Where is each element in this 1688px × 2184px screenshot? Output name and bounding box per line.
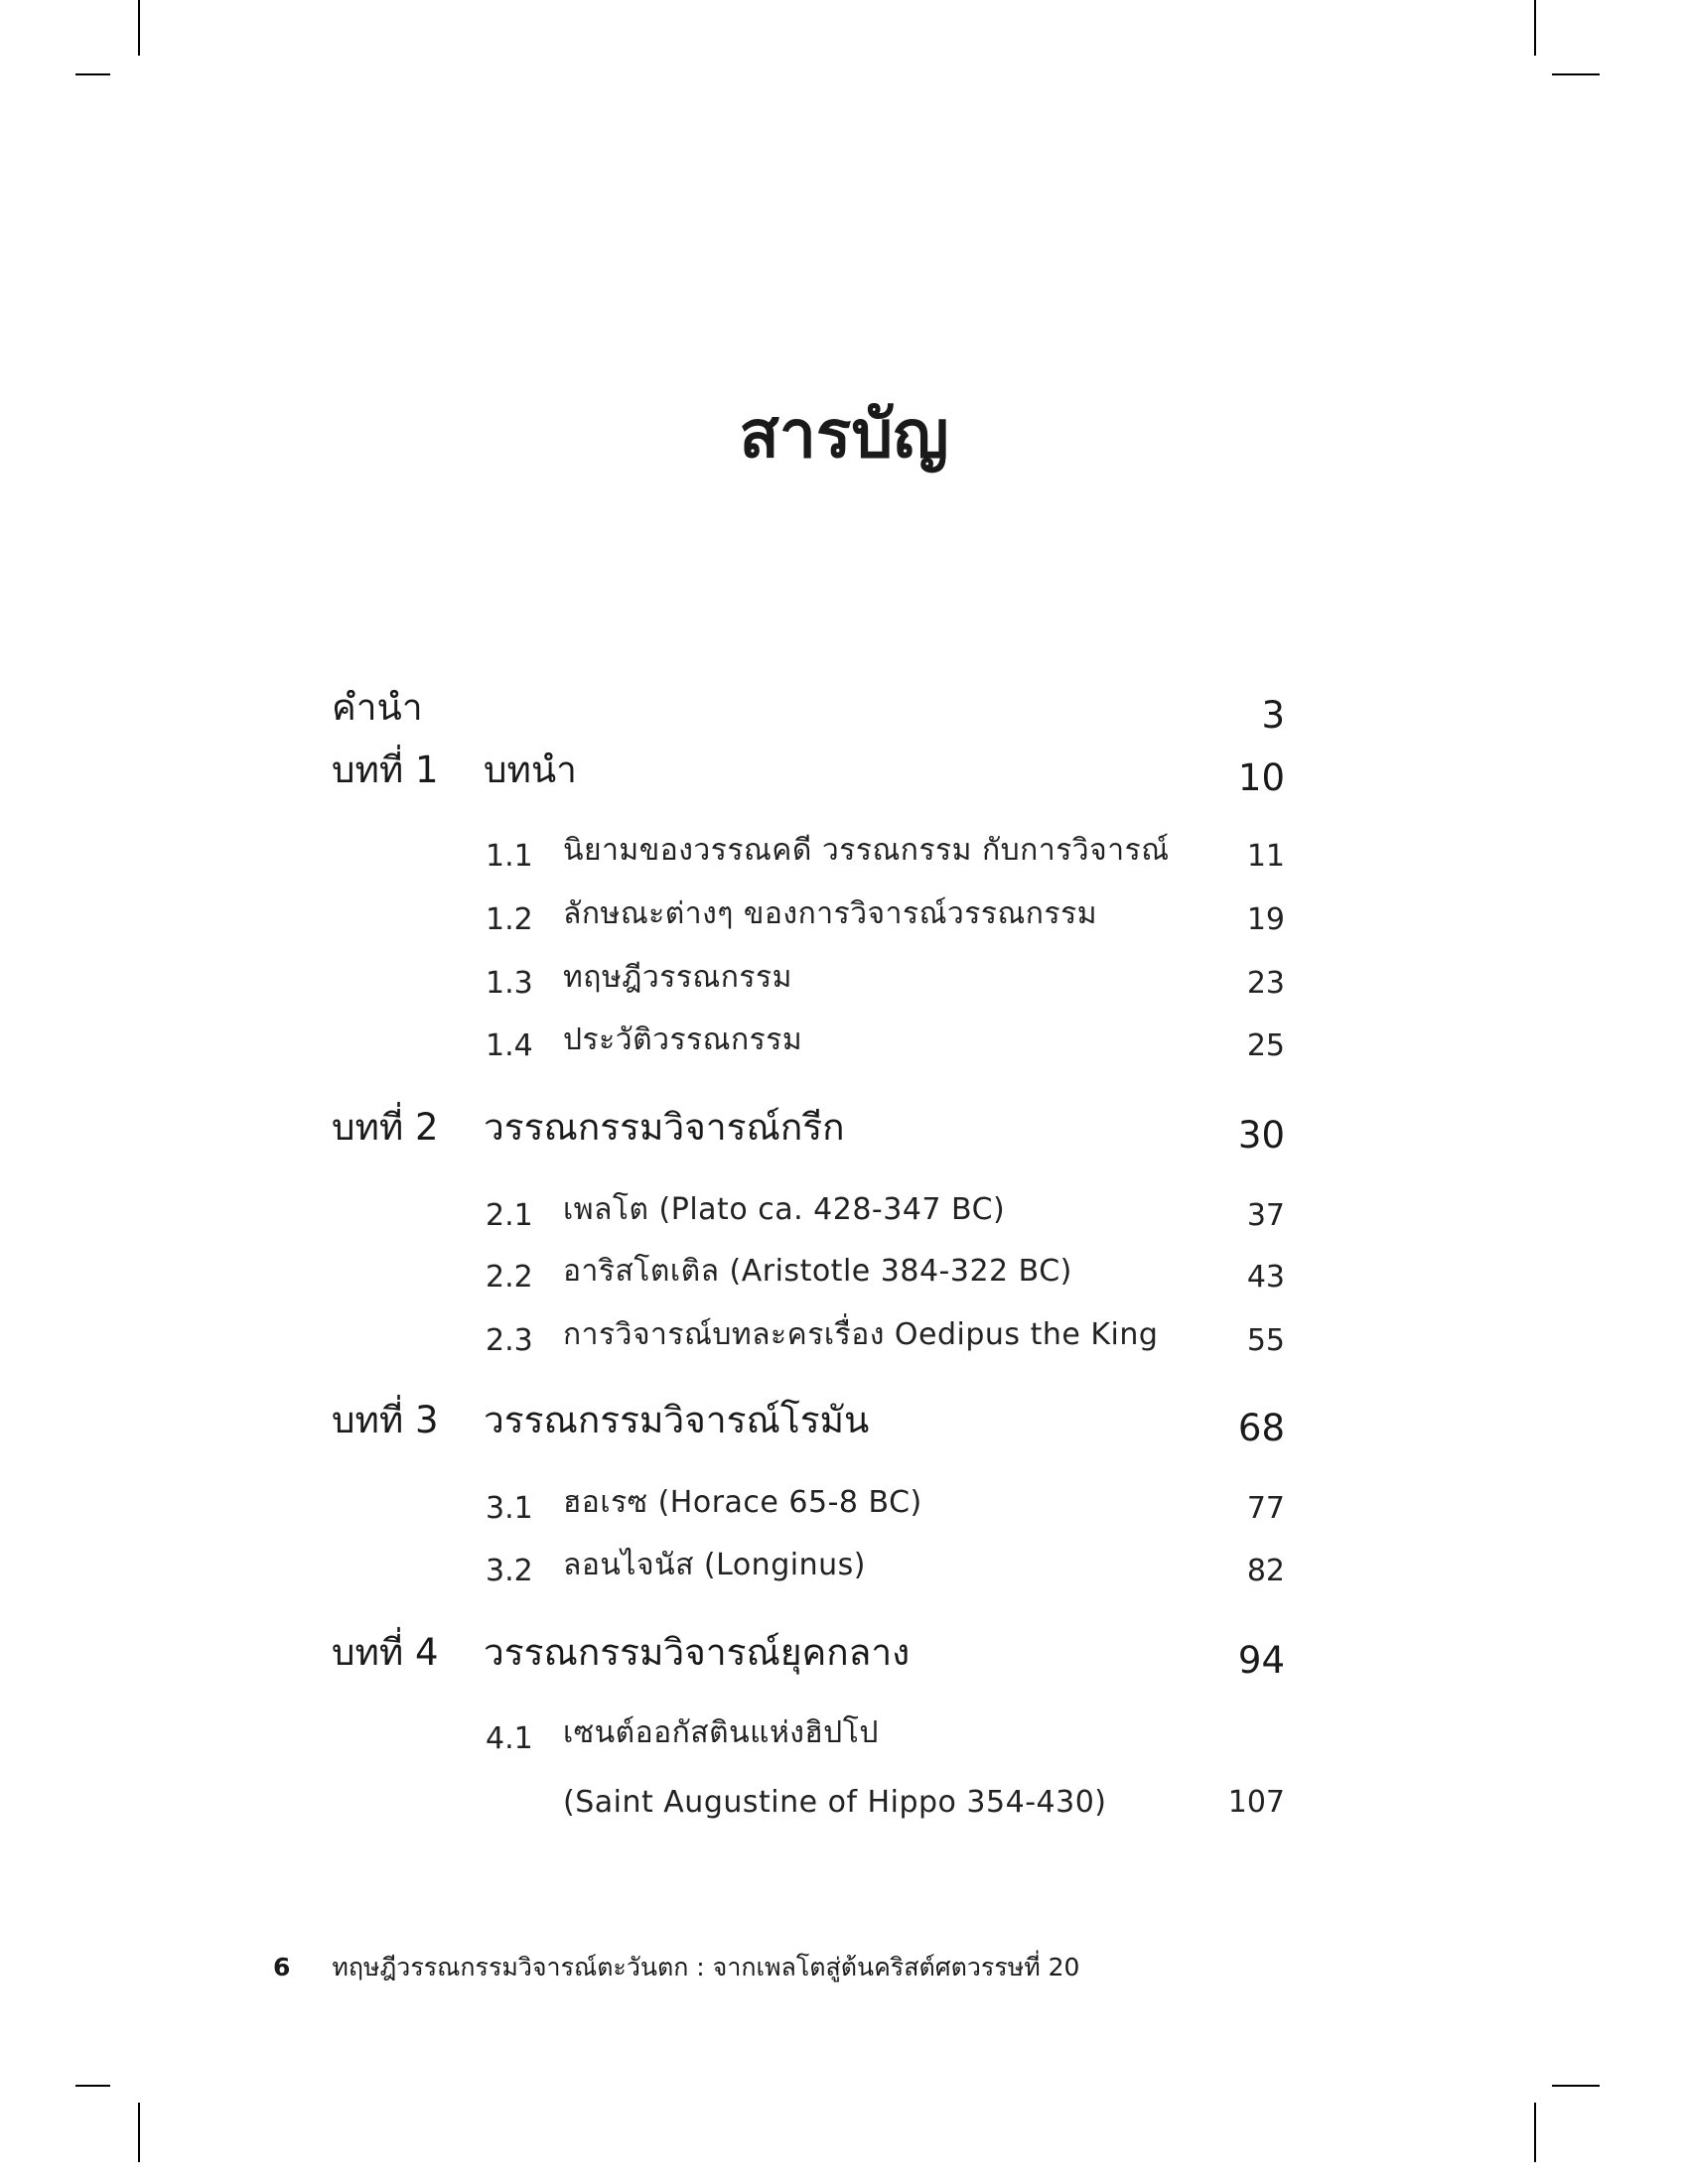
toc-chapter (332, 740, 1285, 799)
chapter-page: 68 (1237, 1407, 1285, 1449)
section-number: 3.1 (486, 1491, 533, 1526)
section-title: เซนต์ออกัสตินแห่งฮิปโป (563, 1715, 879, 1750)
section-title: อาริสโตเติล (Aristotle 384-322 BC) (563, 1254, 1072, 1289)
chapter-title: บทนำ (484, 749, 577, 791)
toc-section (332, 1697, 1285, 1756)
section-number: 1.1 (486, 839, 533, 874)
chapter-label: บทที่ 1 (332, 749, 439, 791)
section-number: 1.3 (486, 966, 533, 1001)
section-page: 37 (1246, 1198, 1285, 1233)
crop-mark (75, 73, 110, 75)
toc-section (332, 1529, 1285, 1588)
toc-chapter (332, 1097, 1285, 1157)
footer-page-number: 6 (273, 1953, 291, 1981)
toc-section (332, 1466, 1285, 1526)
toc-section (332, 1173, 1285, 1233)
toc-label: คำนำ (332, 686, 423, 729)
section-page: 11 (1246, 839, 1285, 874)
section-page: 77 (1246, 1491, 1285, 1526)
section-number: 3.2 (486, 1554, 533, 1588)
section-number: 1.4 (486, 1028, 533, 1063)
section-number: 1.2 (486, 902, 533, 937)
chapter-page: 94 (1237, 1639, 1285, 1682)
section-page: 55 (1246, 1323, 1285, 1358)
section-title: เพลโต (Plato ca. 428-347 BC) (563, 1192, 1006, 1227)
section-title: การวิจารณ์บทละครเรื่อง Oedipus the King (563, 1317, 1159, 1352)
toc-intro (332, 677, 1285, 737)
crop-mark (1552, 2085, 1600, 2087)
section-title: ทฤษฎีวรรณกรรม (563, 960, 792, 995)
section-number: 4.1 (486, 1721, 533, 1756)
section-page: 19 (1246, 902, 1285, 937)
chapter-title: วรรณกรรมวิจารณ์กรีก (484, 1106, 845, 1149)
section-title: ฮอเรซ (Horace 65-8 BC) (563, 1485, 922, 1520)
chapter-label: บทที่ 3 (332, 1399, 439, 1441)
crop-mark (1552, 73, 1600, 75)
crop-mark (138, 2103, 140, 2162)
section-number: 2.1 (486, 1198, 533, 1233)
toc-chapter (332, 1390, 1285, 1449)
crop-mark (138, 0, 140, 56)
chapter-label: บทที่ 2 (332, 1106, 439, 1149)
toc-section (332, 1298, 1285, 1358)
section-page: 25 (1246, 1028, 1285, 1063)
section-title: นิยามของวรรณคดี วรรณกรรม กับการวิจารณ์ (563, 833, 1170, 868)
section-page: 82 (1246, 1554, 1285, 1588)
section-number: 2.2 (486, 1260, 533, 1295)
chapter-page: 30 (1237, 1114, 1285, 1157)
crop-mark (1534, 2103, 1536, 2162)
section-title: ประวัติวรรณกรรม (563, 1023, 803, 1057)
chapter-page: 10 (1237, 756, 1285, 799)
chapter-title: วรรณกรรมวิจารณ์โรมัน (484, 1399, 870, 1441)
toc-page: 3 (1261, 694, 1285, 737)
toc-section (332, 878, 1285, 937)
section-number: 2.3 (486, 1323, 533, 1358)
chapter-title: วรรณกรรมวิจารณ์ยุคกลาง (484, 1631, 911, 1674)
section-page: 43 (1246, 1260, 1285, 1295)
section-page: 23 (1246, 966, 1285, 1001)
toc-chapter (332, 1622, 1285, 1682)
crop-mark (75, 2085, 110, 2087)
page-footer (273, 1948, 1079, 1987)
toc-section (332, 1004, 1285, 1063)
toc-section (332, 814, 1285, 874)
toc-section (332, 941, 1285, 1001)
footer-book-title: ทฤษฎีวรรณกรรมวิจารณ์ตะวันตก : จากเพลโตสู่ต้นคริสต์ศตวรรษที่ 20 (332, 1953, 1080, 1981)
section-title-line2: (Saint Augustine of Hippo 354-430) (563, 1785, 1107, 1820)
page-title: สารบัญ (739, 396, 949, 473)
chapter-label: บทที่ 4 (332, 1631, 439, 1674)
section-title: ลักษณะต่างๆ ของการวิจารณ์วรรณกรรม (563, 896, 1097, 931)
section-page: 107 (1227, 1785, 1285, 1820)
toc-section-continued (332, 1760, 1285, 1820)
crop-mark (1534, 0, 1536, 56)
toc-section (332, 1235, 1285, 1295)
section-title: ลอนไจนัส (Longinus) (563, 1548, 866, 1582)
